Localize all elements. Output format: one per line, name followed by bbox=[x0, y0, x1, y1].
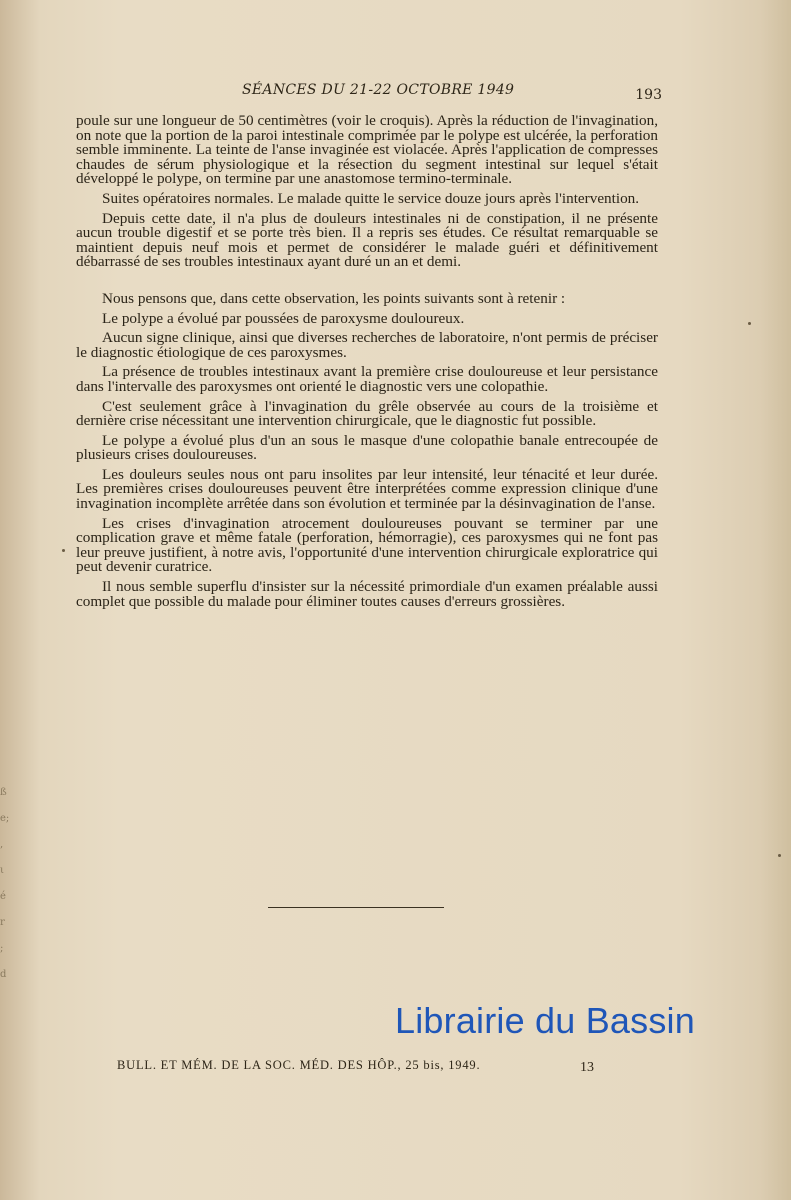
paragraph: Depuis cette date, il n'a plus de douleurs intestinales ni de constipation, il ne présente aucun trouble digestif et se porte très bien. Il a repris ses études. Ce résultat remarquable se maintient depuis neuf mois et permet de considérer le malade guéri et définitivement débarrassé de ses troubles intestinaux ayant duré un an et demi. bbox=[76, 209, 658, 271]
paragraph: Suites opératoires normales. Le malade quitte le service douze jours après l'intervention. bbox=[102, 189, 640, 207]
bound-edge-marks: ß e; , ι é r ; d bbox=[0, 787, 10, 980]
section-rule bbox=[268, 907, 444, 908]
paragraph: Il nous semble superflu d'insister sur la nécessité primordiale d'un examen préalable aussi complet que possible du malade pour éliminer toutes causes d'erreurs grossières. bbox=[76, 578, 658, 610]
running-title: SÉANCES DU 21-22 OCTOBRE 1949 bbox=[242, 82, 515, 98]
paragraph: C'est seulement grâce à l'invagination du grêle observée au cours de la troisième et dernière crise nécessitant une intervention chirurgicale, que le diagnostic fut possible. bbox=[76, 397, 658, 430]
paragraph: Les douleurs seules nous ont paru insolites par leur intensité, leur ténacité et leur durée. Les premières crises douloureuses peuvent être interprétées comme expression clinique d'une invagination incomplète arrêtée dans son évolution et terminée par la désinvagination de l'anse. bbox=[76, 465, 658, 513]
body-text bbox=[76, 114, 658, 614]
paragraph: Le polype a évolué plus d'un an sous le masque d'une colopathie banale entrecoupée de plusieurs crises douloureuses. bbox=[76, 431, 658, 464]
page-number: 193 bbox=[635, 87, 662, 103]
ink-speck bbox=[62, 549, 65, 552]
watermark: Librairie du Bassin bbox=[395, 1000, 695, 1041]
paragraph: poule sur une longueur de 50 centimètres (voir le croquis). Après la réduction de l'invagination, on note que la portion de la paroi intestinale comprimée par le polype est ulcérée, la perforation semble imminente. La teinte de l'anse invaginée est violacée. Après l'application de compresses chaudes de sérum physiologique et la résection du segment intestinal sur lequel s'était développé le polype, on termine par une anastomose termino-terminale. bbox=[76, 112, 658, 188]
paragraph: La présence de troubles intestinaux avant la première crise douloureuse et leur persistance dans l'intervalle des paroxysmes ont orienté le diagnostic vers une colopathie. bbox=[76, 363, 658, 395]
ink-speck bbox=[748, 322, 751, 325]
paragraph: Le polype a évolué par poussées de paroxysme douloureux. bbox=[102, 309, 465, 327]
paragraph: Nous pensons que, dans cette observation, les points suivants sont à retenir : bbox=[102, 289, 566, 307]
paragraph: Aucun signe clinique, ainsi que diverses recherches de laboratoire, n'ont permis de préciser le diagnostic étiologique de ces paroxysmes. bbox=[76, 329, 658, 361]
paragraph: Les crises d'invagination atrocement douloureuses pouvant se terminer par une complication grave et même fatale (perforation, hémorragie), ces paroxysmes qui ne font pas leur preuve justifient, à notre avis, l'opportunité d'une intervention chirurgicale exploratrice qui peut devenir curatrice. bbox=[76, 514, 658, 576]
signature-mark: 13 bbox=[580, 1060, 594, 1075]
page-header bbox=[76, 82, 662, 104]
footer-citation: BULL. ET MÉM. DE LA SOC. MÉD. DES HÔP., 25 bis, 1949. bbox=[117, 1058, 481, 1072]
ink-speck bbox=[778, 854, 781, 857]
